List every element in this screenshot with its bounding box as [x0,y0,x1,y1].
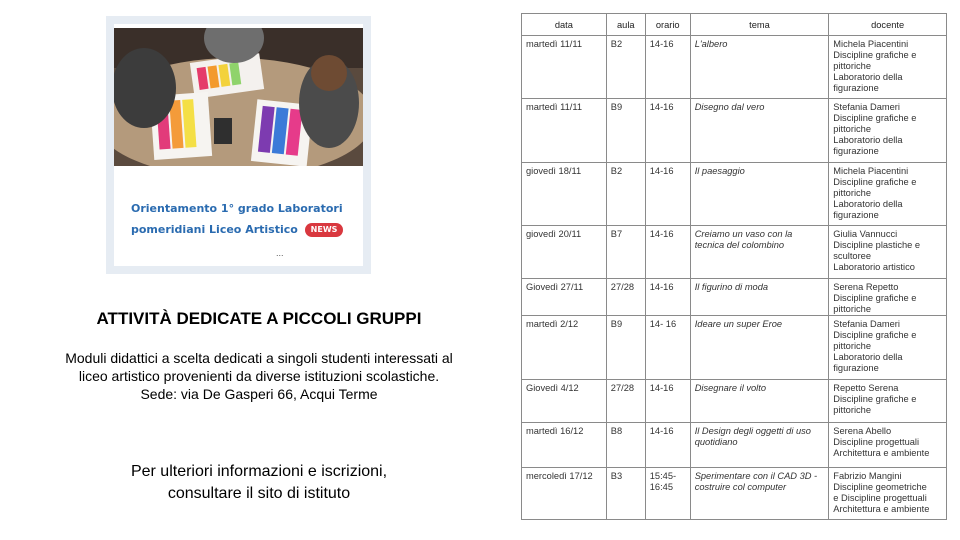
description-line: Moduli didattici a scelta dedicati a singoli studenti interessati al [65,350,453,366]
docente-line: Fabrizio Mangini [833,471,902,481]
cell-orario: 14-16 [645,163,690,226]
cell-aula: B9 [606,99,645,163]
cell-data: martedì 2/12 [522,316,607,380]
description [20,349,498,403]
docente-line: figurazione [833,210,879,220]
table-row [522,226,947,279]
news-photo [114,28,363,166]
students-painting-image [114,28,363,166]
news-title-text[interactable]: Orientamento 1° grado Laboratori pomeridiani Liceo Artistico [131,202,343,236]
docente-line: Laboratorio della [833,72,903,82]
docente-line: Discipline plastiche e [833,240,921,250]
table-row [522,279,947,316]
table-row [522,163,947,226]
news-card[interactable] [106,16,371,274]
docente-line: pittoriche [833,405,872,415]
docente-line: figurazione [833,363,879,373]
cell-docente [829,279,947,316]
table-row [522,99,947,163]
docente-line: Serena Repetto [833,282,899,292]
cell-docente [829,380,947,423]
cell-aula: B9 [606,316,645,380]
cell-data: mercoledì 17/12 [522,468,607,520]
cell-docente [829,36,947,99]
cell-aula: B2 [606,36,645,99]
docente-line: Repetto Serena [833,383,899,393]
info-line: Per ulteriori informazioni e iscrizioni, [130,463,388,480]
cell-orario: 15:45-16:45 [645,468,690,520]
info-line: consultare il sito di istituto [167,485,351,502]
cell-data: Giovedì 27/11 [522,279,607,316]
docente-line: Stefania Dameri [833,102,900,112]
table-row [522,423,947,468]
table-row [522,316,947,380]
docente-line: Architettura e ambiente [833,504,930,514]
docente-line: Serena Abello [833,426,892,436]
header-aula: aula [606,14,645,36]
docente-line: Discipline progettuali [833,437,920,447]
cell-tema: Il paesaggio [690,163,829,226]
cell-orario: 14-16 [645,279,690,316]
info-text [20,461,498,505]
header-orario: orario [645,14,690,36]
table-row [522,36,947,99]
docente-line: e Discipline progettuali [833,493,927,503]
cell-data: martedì 11/11 [522,36,607,99]
cell-orario: 14-16 [645,36,690,99]
cell-aula: B3 [606,468,645,520]
cell-tema: Il figurino di moda [690,279,829,316]
docente-line: Architettura e ambiente [833,448,930,458]
table-row [522,380,947,423]
cell-data: martedì 16/12 [522,423,607,468]
description-line: liceo artistico provenienti da diverse istituzioni scolastiche. [78,368,440,384]
cell-data: martedì 11/11 [522,99,607,163]
table-header-row [522,14,947,36]
cell-data: Giovedì 4/12 [522,380,607,423]
cell-docente [829,226,947,279]
docente-line: Giulia Vannucci [833,229,898,239]
cell-aula: B7 [606,226,645,279]
docente-line: Discipline grafiche e [833,113,917,123]
news-ellipsis: ... [276,248,284,258]
cell-tema: Creiamo un vaso con la tecnica del colombino [690,226,829,279]
cell-docente [829,468,947,520]
docente-line: Discipline grafiche e [833,177,917,187]
cell-tema: Disegnare il volto [690,380,829,423]
docente-line: Laboratorio artistico [833,262,915,272]
docente-line: figurazione [833,146,879,156]
news-title[interactable] [131,198,356,240]
docente-line: Discipline grafiche e [833,330,917,340]
cell-data: giovedì 20/11 [522,226,607,279]
cell-aula: 27/28 [606,380,645,423]
cell-tema: L'albero [690,36,829,99]
docente-line: pittoriche [833,188,872,198]
table-row [522,468,947,520]
docente-line: pittoriche [833,304,872,314]
cell-orario: 14-16 [645,226,690,279]
docente-line: pittoriche [833,61,872,71]
cell-tema: Ideare un super Eroe [690,316,829,380]
header-data: data [522,14,607,36]
docente-line: pittoriche [833,341,872,351]
docente-line: Discipline grafiche e [833,394,917,404]
docente-line: Discipline geometriche [833,482,927,492]
cell-orario: 14- 16 [645,316,690,380]
cell-tema: Disegno dal vero [690,99,829,163]
docente-line: Discipline grafiche e [833,293,917,303]
description-line: Sede: via De Gasperi 66, Acqui Terme [140,386,378,402]
header-docente: docente [829,14,947,36]
docente-line: Laboratorio della [833,135,903,145]
docente-line: Laboratorio della [833,352,903,362]
docente-line: Discipline grafiche e [833,50,917,60]
cell-orario: 14-16 [645,380,690,423]
section-heading: ATTIVITÀ DEDICATE A PICCOLI GRUPPI [96,309,422,328]
cell-tema: Sperimentare con il CAD 3D - costruire col computer [690,468,829,520]
docente-line: Michela Piacentini [833,39,909,49]
cell-docente [829,423,947,468]
docente-line: pittoriche [833,124,872,134]
docente-line: scultoree [833,251,872,261]
cell-orario: 14-16 [645,423,690,468]
header-tema: tema [690,14,829,36]
schedule-table [521,13,947,520]
news-badge: NEWS [305,223,344,237]
docente-line: Laboratorio della [833,199,903,209]
docente-line: Michela Piacentini [833,166,909,176]
cell-aula: 27/28 [606,279,645,316]
cell-docente [829,163,947,226]
cell-aula: B2 [606,163,645,226]
cell-orario: 14-16 [645,99,690,163]
cell-docente [829,99,947,163]
cell-tema: Il Design degli oggetti di uso quotidiano [690,423,829,468]
cell-docente [829,316,947,380]
docente-line: figurazione [833,83,879,93]
docente-line: Stefania Dameri [833,319,900,329]
cell-data: giovedì 18/11 [522,163,607,226]
cell-aula: B8 [606,423,645,468]
